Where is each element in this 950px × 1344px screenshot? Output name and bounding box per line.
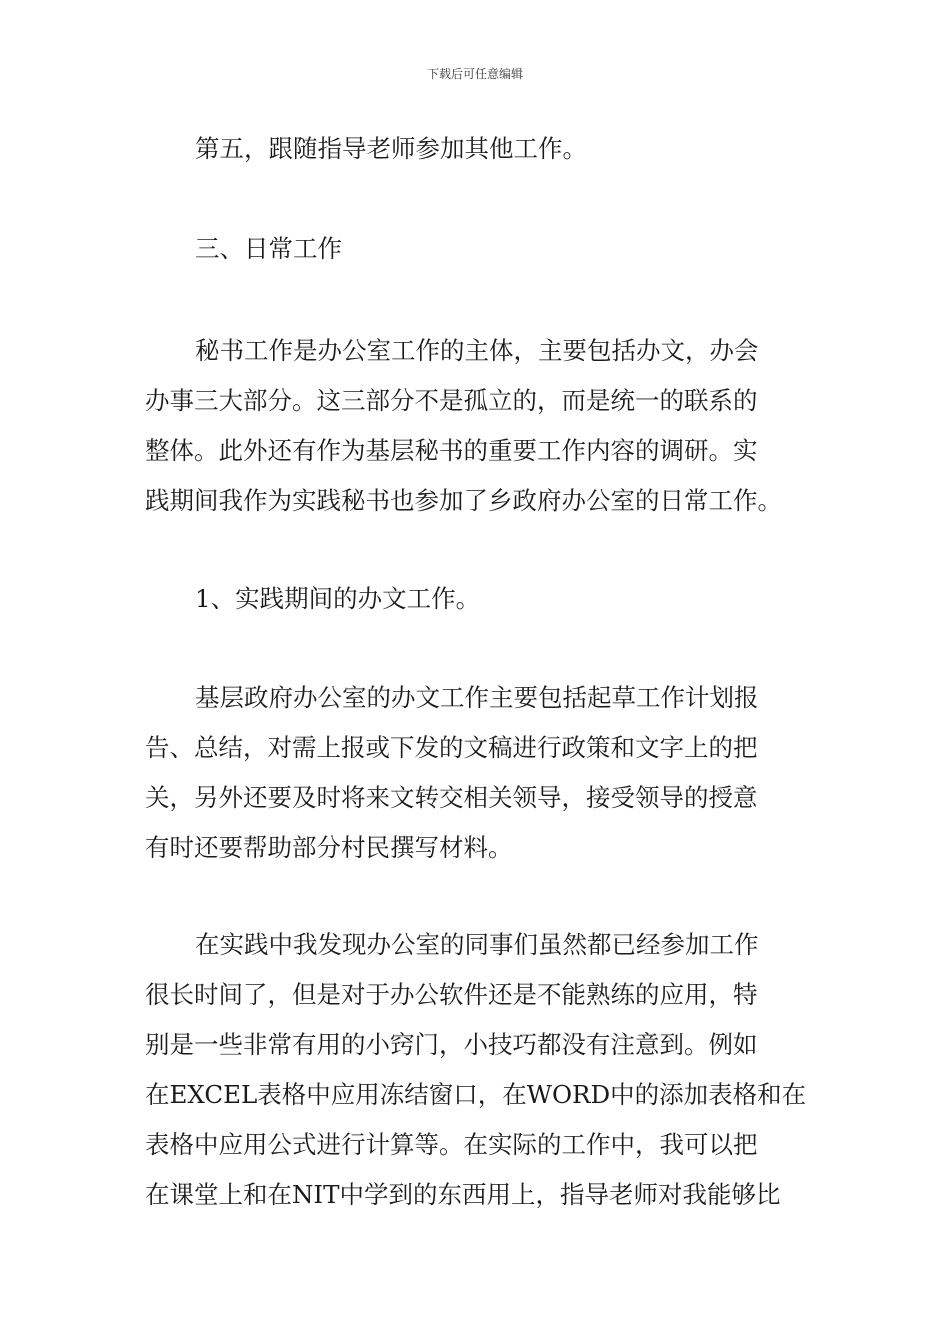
subheading-document-work <box>145 574 810 624</box>
paragraph-line: 整体。此外还有作为基层秘书的重要工作内容的调研。实 <box>145 436 758 465</box>
section-heading: 三、日常工作 <box>195 234 342 263</box>
paragraph-line: 告、总结，对需上报或下发的文稿进行政策和文字上的把 <box>145 733 758 762</box>
paragraph-line: 基层政府办公室的办文工作主要包括起草工作计划报 <box>195 683 759 712</box>
paragraph-line: 秘书工作是办公室工作的主体，主要包括办文，办会 <box>195 336 759 365</box>
paragraph-line: 在课堂上和在NIT中学到的东西用上，指导老师对我能够比 <box>145 1180 781 1209</box>
paragraph-fifth-item <box>145 124 810 174</box>
paragraph-line: 有时还要帮助部分村民撰写材料。 <box>145 833 513 862</box>
paragraph-line: 关，另外还要及时将来文转交相关领导，接受领导的授意 <box>145 783 758 812</box>
paragraph-line: 在EXCEL表格中应用冻结窗口，在WORD中的添加表格和在 <box>145 1080 807 1109</box>
header-note: 下载后可任意编辑 <box>426 67 523 81</box>
paragraph-line: 践期间我作为实践秘书也参加了乡政府办公室的日常工作。 <box>145 486 782 515</box>
paragraph-office-software <box>145 920 810 1220</box>
paragraph-document-work <box>145 673 810 873</box>
paragraph-line: 别是一些非常有用的小窍门，小技巧都没有注意到。例如 <box>145 1030 758 1059</box>
paragraph-line: 办事三大部分。这三部分不是孤立的，而是统一的联系的 <box>145 386 758 415</box>
section-heading-daily-work <box>145 224 810 274</box>
paragraph-secretary-work <box>145 326 810 526</box>
subheading: 1、实践期间的办文工作。 <box>195 584 481 613</box>
paragraph-line: 很长时间了，但是对于办公软件还是不能熟练的应用，特 <box>145 980 758 1009</box>
paragraph-line: 第五，跟随指导老师参加其他工作。 <box>195 134 587 163</box>
paragraph-line: 表格中应用公式进行计算等。在实际的工作中，我可以把 <box>145 1130 758 1159</box>
paragraph-line: 在实践中我发现办公室的同事们虽然都已经参加工作 <box>195 930 759 959</box>
